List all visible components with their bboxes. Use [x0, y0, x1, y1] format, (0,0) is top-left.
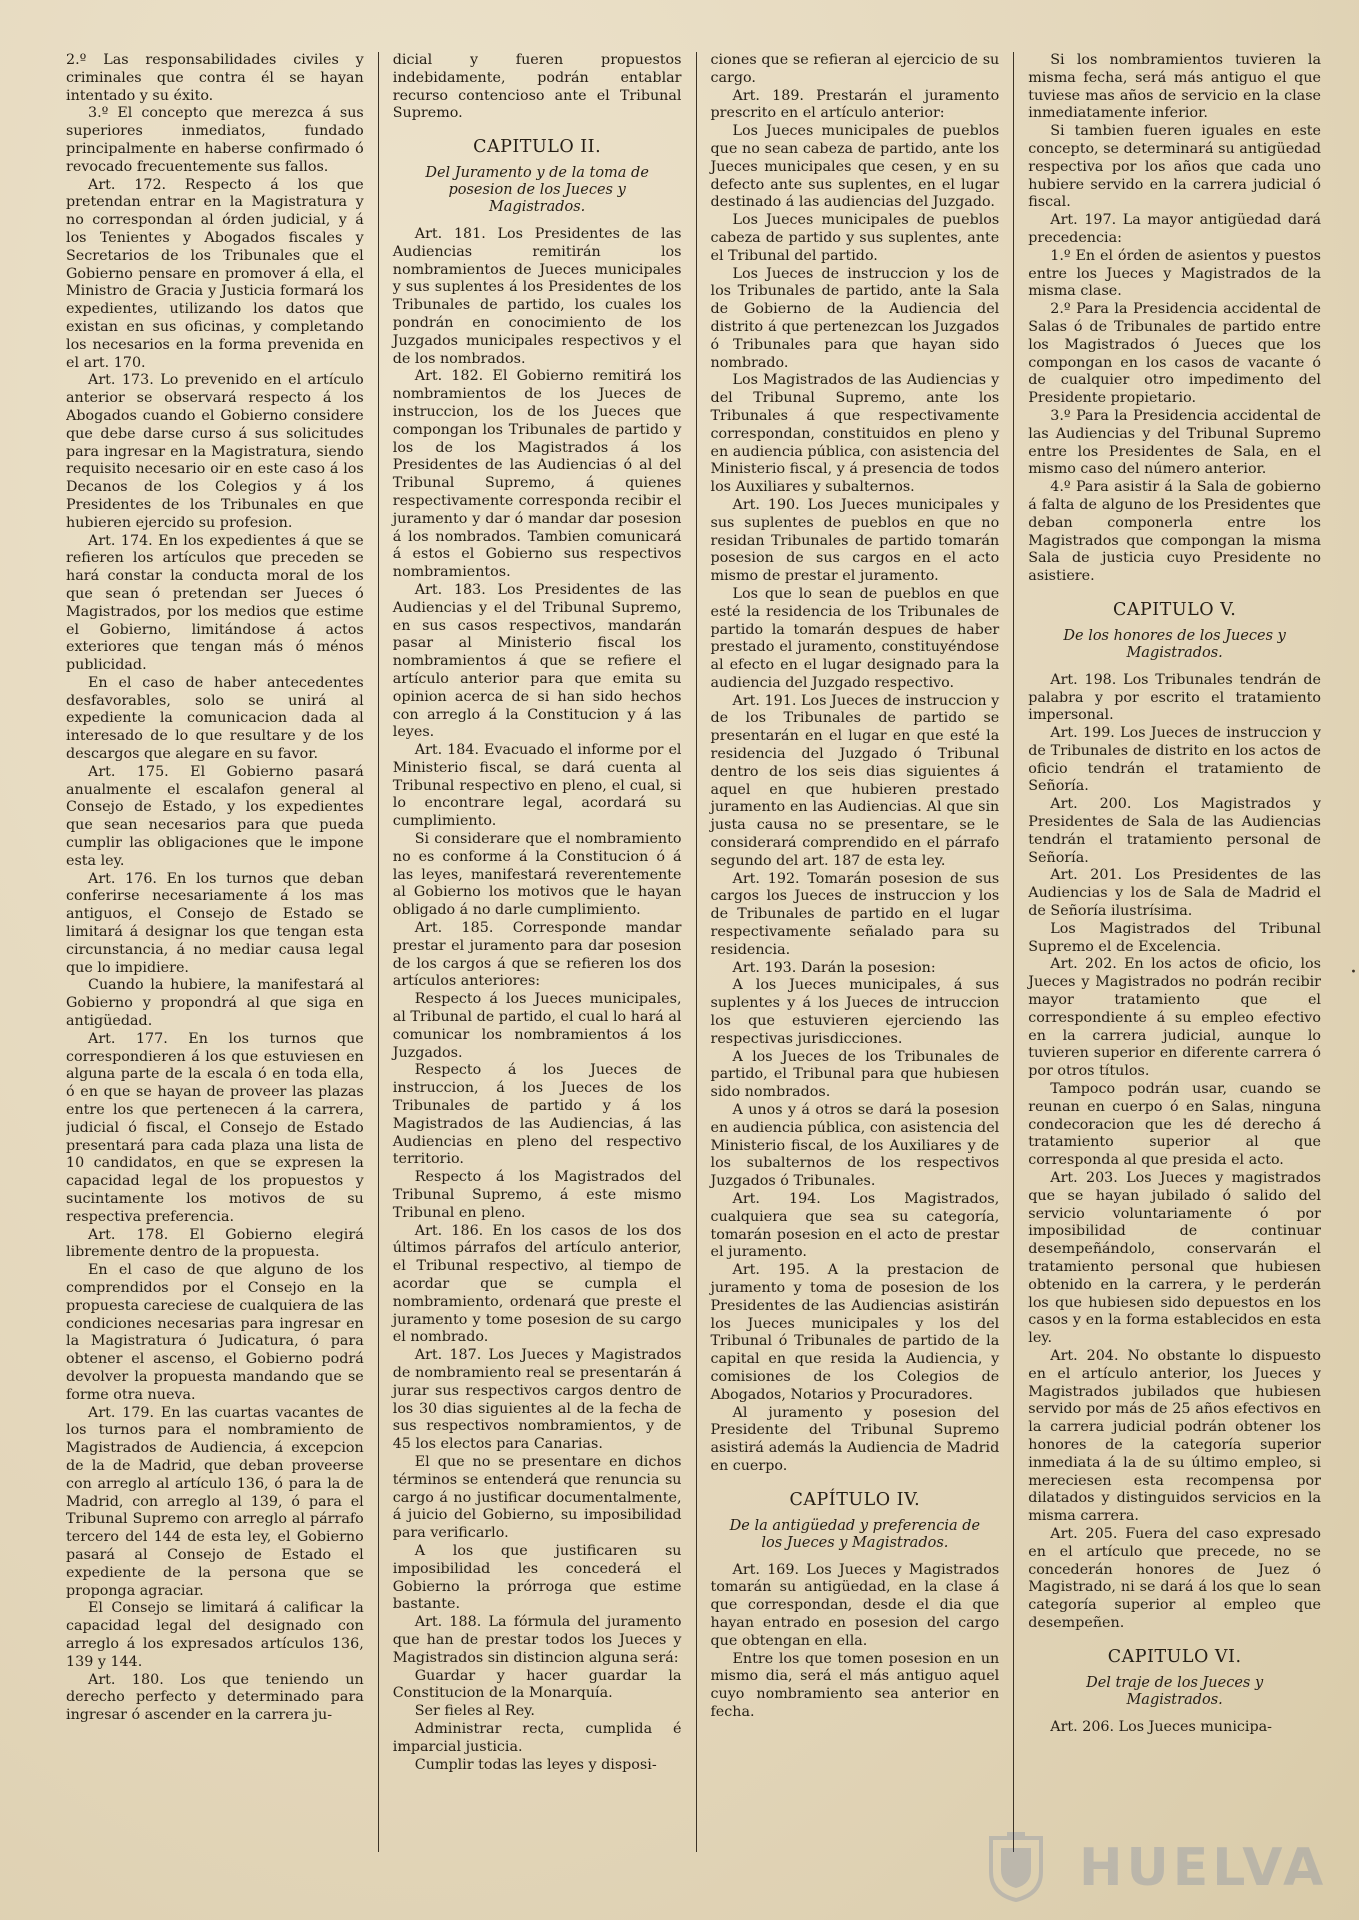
article-paragraph: Respecto á los Jueces de instruccion, á los Jueces de los Tribunales de partido y á los Magistrados de las Audiencias, á las Audiencias en pleno del respectivo territorio. [392, 1062, 682, 1168]
article-paragraph: Art. 195. A la prestacion de juramento y toma de posesion de los Presidentes de las Audiencias asistirán los Jueces municipales y los del Tribunal ó Tribunales de partido de la capital en que resida la Audiencia, y comisiones de los Colegios de Abogados, Notarios y Procuradores. [710, 1262, 1000, 1403]
article-paragraph: Art. 188. La fórmula del juramento que han de prestar todos los Jueces y Magistrados sin distincion alguna será: [392, 1614, 682, 1666]
article-paragraph: Art. 189. Prestarán el juramento prescrito en el artículo anterior: [710, 87, 1000, 122]
article-paragraph: Art. 203. Los Jueces y magistrados que se hayan jubilado ó salido del servicio voluntariamente ó por imposibilidad de continuar desempeñándolo, conservarán el tratamiento personal que hubiesen obtenido en la carrera, y le perderán los que hubiesen sido depuestos en los casos y en la forma establecidos en esta ley. [1028, 1170, 1321, 1347]
coat-of-arms-icon [971, 1832, 1061, 1902]
chapter-subtitle: De la antigüedad y preferencia de los Jueces y Magistrados. [729, 1517, 981, 1551]
article-paragraph: Art. 181. Los Presidentes de las Audiencias remitirán los nombramientos de Jueces municipales y sus suplentes á los Presidentes de los Tribunales de partido, los cuales los pondrán en conocimiento de los Juzgados municipales respectivos y el de los nombrados. [392, 225, 682, 367]
article-paragraph: A los Jueces de los Tribunales de partido, el Tribunal para que hubiesen sido nombrados. [710, 1048, 1000, 1101]
article-paragraph: A los que justificaren su imposibilidad les concederá el Gobierno la prórroga que estime bastante. [392, 1542, 682, 1613]
article-paragraph: A unos y á otros se dará la posesion en audiencia pública, con asistencia del Ministerio fiscal, de los Auxiliares y de los subalternos de los respectivos Juzgados ó Tribunales. [710, 1102, 1000, 1190]
article-paragraph: Art. 205. Fuera del caso expresado en el artículo que precede, no se concederán honores de Juez ó Magistrado, ni se dará á los que lo sean categoría superior al empleo que desempeñen. [1028, 1525, 1321, 1631]
article-paragraph: 4.º Para asistir á la Sala de gobierno á falta de alguno de los Presidentes que deban componerla entre los Magistrados que compongan la misma Sala de justicia cuyo Presidente no asistiere. [1028, 479, 1321, 585]
article-paragraph: Art. 182. El Gobierno remitirá los nombramientos de los Jueces de instruccion, los de los Jueces que compongan los Tribunales de partido y los de los Magistrados á los Presidentes de las Audiencias ó al del Tribunal Supremo, á quienes respectivamente corresponda recibir el juramento y dar ó mandar dar posesion á los nombrados. Tambien comunicará á estos el Gobierno sus respectivos nombramientos. [392, 368, 682, 581]
article-paragraph: dicial y fueren propuestos indebidamente, podrán entablar recurso contencioso ante el Tribunal Supremo. [392, 52, 682, 122]
article-paragraph: Al juramento y posesion del Presidente del Tribunal Supremo asistirá además la Audiencia de Madrid en cuerpo. [710, 1404, 1000, 1474]
article-paragraph: Respecto á los Magistrados del Tribunal Supremo, á este mismo Tribunal en pleno. [392, 1169, 682, 1221]
chapter-heading: CAPITULO V. [1112, 599, 1237, 620]
chapter-subtitle: Del traje de los Jueces y Magistrados. [1086, 1674, 1264, 1708]
article-paragraph: Si considerare que el nombramiento no es conforme á la Constitucion ó á las leyes, manifestará reverentemente al Gobierno los motivos que le hayan obligado á no darle cumplimiento. [392, 831, 682, 919]
article-paragraph: Los Jueces de instruccion y los de los Tribunales de partido, ante la Sala de Gobierno de la Audiencia del distrito á que pertenezcan los Juzgados ó Tribunales para que hayan sido nombrado. [710, 265, 1000, 371]
article-paragraph: Ser fieles al Rey. [414, 1703, 535, 1720]
article-paragraph: Art. 197. La mayor antigüedad dará precedencia: [1028, 212, 1321, 246]
article-paragraph: 3.º El concepto que merezca á sus superiores inmediatos, fundado principalmente en haberse confirmado ó revocado frecuentemente sus fallos. [66, 105, 364, 175]
article-paragraph: A los Jueces municipales, á sus suplentes y á los Jueces de intruccion los que estuvieren ejerciendo las respectivas jurisdicciones. [710, 977, 1000, 1047]
text-columns [66, 52, 1335, 1852]
article-paragraph: Los Magistrados del Tribunal Supremo el de Excelencia. [1028, 920, 1321, 955]
article-paragraph: Art. 180. Los que teniendo un derecho perfecto y determinado para ingresar ó ascender en la carrera ju- [66, 1671, 364, 1724]
article-paragraph: Art. 174. En los expedientes á que se refieren los artículos que preceden se hará constar la conducta moral de los que sean ó pretendan ser Jueces ó Magistrados, por los medios que estime el Gobierno, limitándose á actos exteriores que tengan más ó ménos publicidad. [66, 532, 364, 674]
article-paragraph: Art. 199. Los Jueces de instruccion y de Tribunales de distrito en los actos de oficio tendrán el tratamiento de Señoría. [1028, 725, 1321, 795]
chapter-heading: CAPITULO VI. [1107, 1646, 1242, 1667]
article-paragraph: Art. 179. En las cuartas vacantes de los turnos para el nombramiento de Magistrados de Audiencia, á excepcion de la de Madrid, que deban proveerse con arreglo al artículo 136, ó para la de Madrid, con arreglo al 139, ó para el Tribunal Supremo con arreglo al párrafo tercero del 144 de esta ley, el Gobierno pasará al Consejo de Estado el expediente de la persona que se proponga agraciar. [66, 1404, 364, 1599]
article-paragraph: Art. 172. Respecto á los que pretendan entrar en la Magistratura y no correspondan al órden judicial, y á los Tenientes y Abogados fiscales y Secretarios de los Tribunales que el Gobierno pensare en promover á ella, el Ministro de Gracia y Justicia formará los expedientes, utilizando los datos que existan en sus oficinas, y completando los necesarios en la forma prevenida en el art. 170. [66, 176, 364, 371]
article-paragraph: Art. 173. Lo prevenido en el artículo anterior se observará respecto á los Abogados cuando el Gobierno considere que debe darse curso á sus solicitudes para ingresar en la Magistratura, siendo requisito necesario oir en este caso á los Decanos de los Colegios y á los Presidentes de los Tribunales en que hubieren ejercido su profesion. [66, 372, 364, 531]
huelva-watermark [971, 1832, 1328, 1902]
chapter-subtitle: Del Juramento y de la toma de posesion de los Jueces y Magistrados. [425, 164, 649, 215]
article-paragraph: Art. 185. Corresponde mandar prestar el juramento para dar posesion de los cargos á que se refieren los dos artículos anteriores: [392, 920, 682, 990]
watermark-text: HUELVA [1079, 1838, 1328, 1898]
article-paragraph: Art. 202. En los actos de oficio, los Jueces y Magistrados no podrán recibir mayor tratamiento que el correspondiente á su empleo efectivo en la carrera judicial, aunque lo tuvieren superior en diferente carrera ó por otros títulos. [1028, 956, 1321, 1080]
article-paragraph: Los Jueces municipales de pueblos cabeza de partido y sus suplentes, ante el Tribunal del partido. [710, 212, 1000, 264]
article-paragraph: Guardar y hacer guardar la Constitucion de la Monarquía. [392, 1667, 682, 1702]
article-paragraph: Art. 191. Los Jueces de instruccion y de los Tribunales de partido se presentarán en el lugar en que esté la residencia del Juzgado ó Tribunal dentro de los seis dias siguientes á aquel en que hubieren prestado juramento en las Audiencias. Al que sin justa causa no se presentare, se le considerará comprendido en el párrafo segundo del art. 187 de esta ley. [710, 692, 1000, 869]
column-4 [1013, 52, 1335, 1852]
article-paragraph: 2.º Las responsabilidades civiles y criminales que contra él se hayan intentado y su éxito. [66, 52, 364, 104]
article-paragraph: Administrar recta, cumplida é imparcial justicia. [392, 1720, 682, 1755]
page-edge-mark: · [1350, 960, 1357, 985]
article-paragraph: 1.º En el órden de asientos y puestos entre los Jueces y Magistrados de la misma clase. [1028, 247, 1321, 300]
article-paragraph: Art. 192. Tomarán posesion de sus cargos los Jueces de instruccion y los de Tribunales de partido en el lugar respectivamente señalado para su residencia. [710, 870, 1000, 958]
article-paragraph: Art. 193. Darán la posesion: [732, 959, 936, 976]
article-paragraph: Art. 177. En los turnos que correspondieren á los que estuviesen en alguna parte de la escala ó en toda ella, ó en que se hayan de proveer las plazas entre los que pertenecen á la carrera, judicial ó fiscal, el Consejo de Estado presentará para cada plaza una lista de 10 candidatos, en que se expresen la capacidad legal de los propuestos y sucintamente los motivos de su respectiva preferencia. [66, 1030, 364, 1225]
article-paragraph: Los Jueces municipales de pueblos que no sean cabeza de partido, ante los Jueces municipales que cesen, y en su defecto ante sus suplentes, en el lugar destinado á las audiencias del Juzgado. [710, 123, 1000, 211]
article-paragraph: Art. 187. Los Jueces y Magistrados de nombramiento real se presentarán á jurar sus respectivos cargos dentro de los 30 dias siguientes al de la fecha de sus respectivos nombramientos, y de 45 los electos para Canarias. [392, 1347, 682, 1453]
article-paragraph: Entre los que tomen posesion en un mismo dia, será el más antiguo aquel cuyo nombramiento sea anterior en fecha. [710, 1650, 1000, 1720]
article-paragraph: Art. 184. Evacuado el informe por el Ministerio fiscal, se dará cuenta al Tribunal respectivo en pleno, el cual, si lo encontrare legal, acordará su cumplimiento. [392, 742, 682, 830]
article-paragraph: Los que lo sean de pueblos en que esté la residencia de los Tribunales de partido la tomarán despues de haber prestado el juramento, constituyéndose al efecto en el lugar designado para la audiencia del Juzgado respectivo. [710, 585, 1000, 691]
column-1 [66, 52, 378, 1852]
article-paragraph: Art. 198. Los Tribunales tendrán de palabra y por escrito el tratamiento impersonal. [1028, 671, 1321, 724]
article-paragraph: Tampoco podrán usar, cuando se reunan en cuerpo ó en Salas, ninguna condecoracion que les dé derecho á tratamiento superior al que corresponda al que presida el acto. [1028, 1081, 1321, 1169]
article-paragraph: Cuando la hubiere, la manifestará al Gobierno y propondrá al que siga en antigüedad. [66, 977, 364, 1030]
article-paragraph: El Consejo se limitará á calificar la capacidad legal del designado con arreglo á los expresados artículos 136, 139 y 144. [66, 1600, 364, 1670]
article-paragraph: ciones que se refieran al ejercicio de su cargo. [710, 52, 1000, 86]
article-paragraph: Art. 183. Los Presidentes de las Audiencias y el del Tribunal Supremo, en sus casos respectivos, mandarán pasar al Ministerio fiscal los nombramientos á que se refiere el artículo anterior para que emita su opinion acerca de si han sido hechos con arreglo á la Constitucion y á las leyes. [392, 581, 682, 741]
chapter-subtitle: De los honores de los Jueces y Magistrados. [1063, 627, 1286, 661]
article-paragraph: Art. 200. Los Magistrados y Presidentes de Sala de las Audiencias tendrán el tratamiento personal de Señoría. [1028, 796, 1321, 866]
column-2 [378, 52, 696, 1852]
article-paragraph: 3.º Para la Presidencia accidental de las Audiencias y del Tribunal Supremo entre los Presidentes de Sala, en el mismo caso del número anterior. [1028, 407, 1321, 478]
article-paragraph: Art. 186. En los casos de los dos últimos párrafos del artículo anterior, el Tribunal respectivo, al tiempo de acordar que se cumpla el nombramiento, ordenará que preste el juramento y tome posesion de su cargo el nombrado. [392, 1222, 682, 1346]
article-paragraph: 2.º Para la Presidencia accidental de Salas ó de Tribunales de partido entre los Magistrados ó Jueces que los compongan en los casos de vacante ó de cualquier otro impedimento del Presidente propietario. [1028, 301, 1321, 407]
article-paragraph: Art. 204. No obstante lo dispuesto en el artículo anterior, los Jueces y Magistrados jubilados que hubiesen servido por más de 25 años efectivos en la carrera judicial podrán obtener los honores de la categoría superior inmediata á la de su último empleo, si mereciesen esta recompensa por dilatados y distinguidos servicios en la misma carrera. [1028, 1347, 1321, 1525]
article-paragraph: Art. 169. Los Jueces y Magistrados tomarán su antigüedad, en la clase á que correspondan, desde el dia que hayan entrado en posesion del cargo que obtengan en ella. [710, 1561, 1000, 1649]
article-paragraph: Los Magistrados de las Audiencias y del Tribunal Supremo, ante los Tribunales á que respectivamente correspondan, constituidos en pleno y en audiencia pública, con asistencia del Ministerio fiscal, y á presencia de todos los Auxiliares y subalternos. [710, 372, 1000, 496]
article-paragraph: Art. 201. Los Presidentes de las Audiencias y los de Sala de Madrid el de Señoría ilustrísima. [1028, 867, 1321, 920]
article-paragraph: Art. 175. El Gobierno pasará anualmente el escalafon general al Consejo de Estado, y los expedientes que sean necesarios para que pueda cumplir las obligaciones que le impone esta ley. [66, 763, 364, 869]
column-3 [696, 52, 1014, 1852]
article-paragraph: Art. 176. En los turnos que deban conferirse necesariamente á los mas antiguos, el Consejo de Estado se limitará á designar los que tengan esta circunstancia, á no mediar causa legal que lo impidiere. [66, 870, 364, 976]
article-paragraph: Art. 190. Los Jueces municipales y sus suplentes de pueblos en que no residan Tribunales de partido tomarán posesion de sus cargos en el acto mismo de prestar el juramento. [710, 496, 1000, 585]
chapter-heading: CAPÍTULO IV. [789, 1489, 921, 1510]
article-paragraph: Si los nombramientos tuvieren la misma fecha, será más antiguo el que tuviese mas años de servicio en la clase inmediatamente inferior. [1028, 52, 1321, 122]
article-paragraph: Art. 194. Los Magistrados, cualquiera que sea su categoría, tomarán posesion en el acto de prestar el juramento. [710, 1191, 1000, 1261]
article-paragraph: Art. 178. El Gobierno elegirá libremente dentro de la propuesta. [66, 1226, 364, 1261]
article-paragraph: El que no se presentare en dichos términos se entenderá que renuncia su cargo á no justificar documentalmente, á juicio del Gobierno, su imposibilidad para verificarlo. [392, 1453, 682, 1542]
article-paragraph: Respecto á los Jueces municipales, al Tribunal de partido, el cual lo hará al comunicar los nombramientos á los Juzgados. [392, 991, 682, 1061]
article-paragraph: Art. 206. Los Jueces municipa- [1050, 1718, 1272, 1735]
article-paragraph: Cumplir todas las leyes y disposi- [414, 1756, 657, 1773]
chapter-heading: CAPITULO II. [473, 137, 602, 158]
article-paragraph: En el caso de que alguno de los comprendidos por el Consejo en la propuesta careciese de cualquiera de las condiciones necesarias para ingresar en la Magistratura ó Judicatura, ó para obtener el ascenso, el Gobierno podrá devolver la propuesta mandando que se forme otra nueva. [66, 1262, 364, 1403]
article-paragraph: En el caso de haber antecedentes desfavorables, solo se unirá al expediente la comunicacion dada al interesado de lo que resultare y de los descargos que alegare en su favor. [66, 674, 364, 763]
article-paragraph: Si tambien fueren iguales en este concepto, se determinará su antigüedad respectiva por los años que cada uno hubiere servido en la carrera judicial ó fiscal. [1028, 123, 1321, 211]
